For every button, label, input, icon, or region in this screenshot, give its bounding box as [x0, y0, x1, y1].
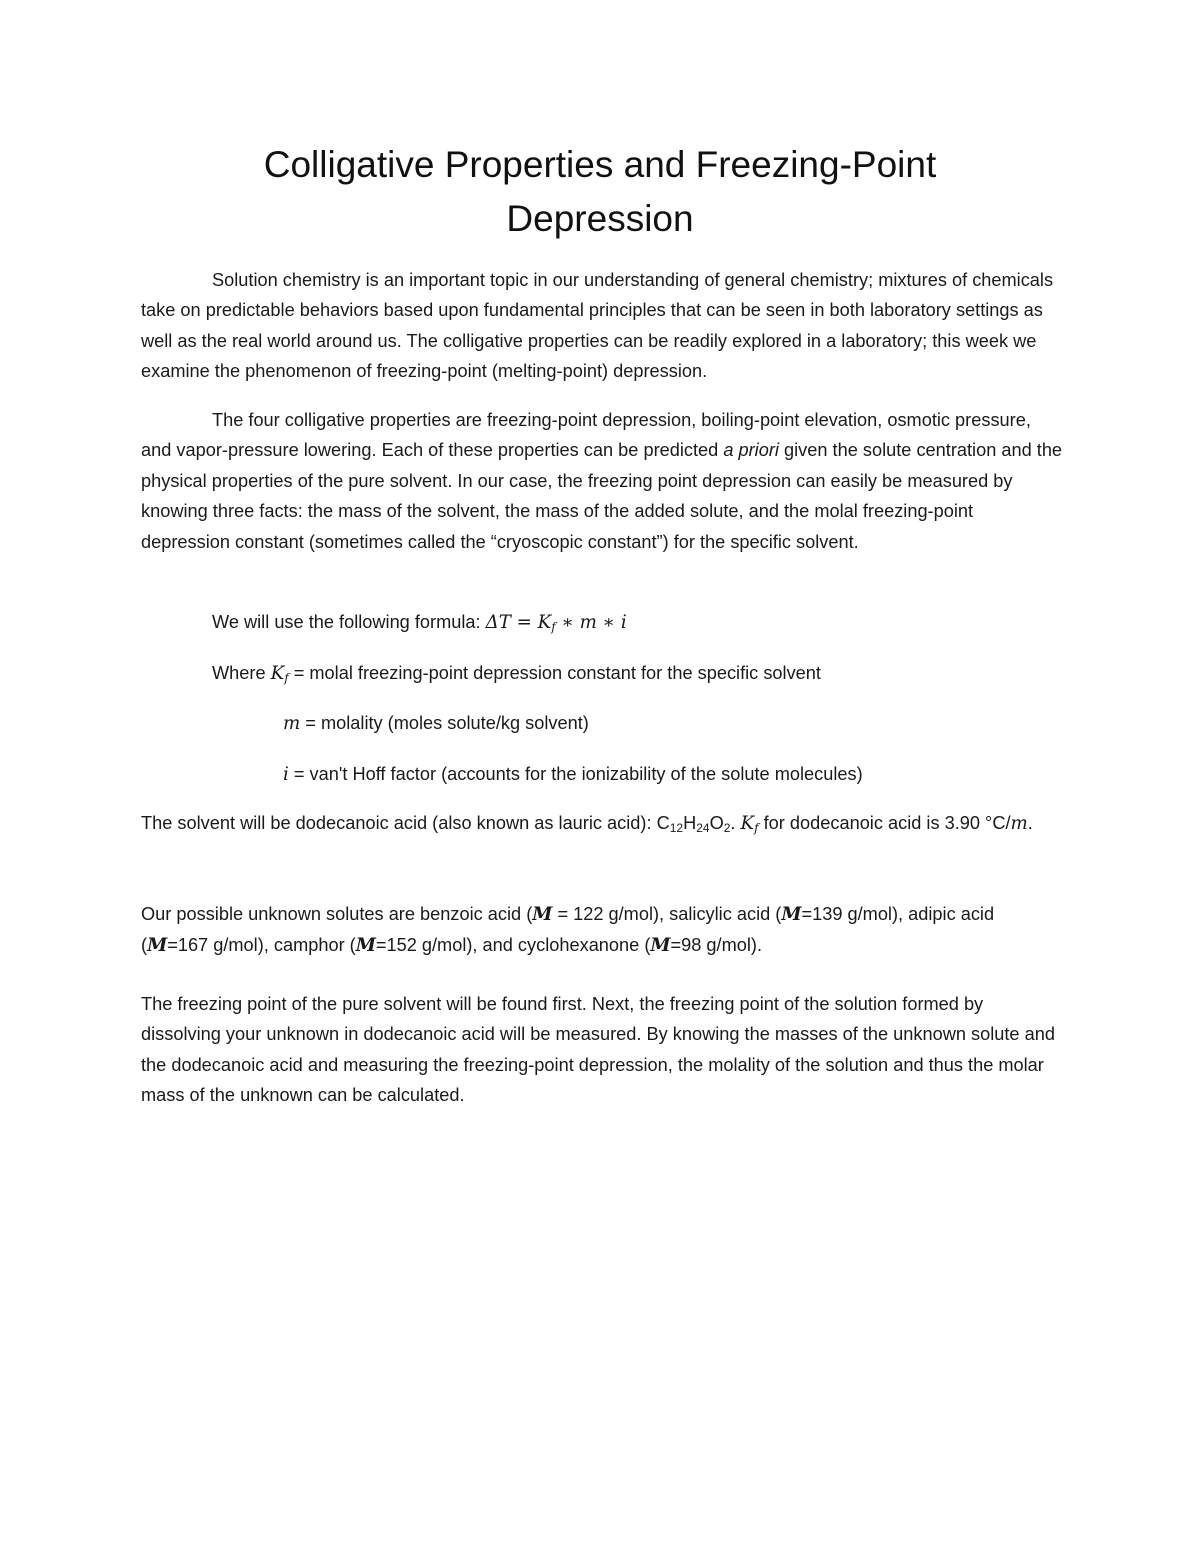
solutes-text-c: =139 g/mol), adipic acid (	[141, 904, 995, 956]
paragraph2-italic: a priori	[723, 440, 779, 461]
hydrogen-count: 24	[696, 821, 710, 835]
intro-paragraph: Solution chemistry is an important topic in our understanding of general chemistry; mixtures of chemicals take on predictable behaviors based upon fundamental principles that can be seen in both laboratory settings as well as the real world around us. The colligative properties can be readily explored in a laboratory; this week we examine the phenomenon of freezing-point (melting-point) depression.	[141, 270, 1054, 382]
solvent-paragraph	[141, 808, 1066, 839]
solvent-kf-text: for dodecanoic acid is 3.90 °C/	[758, 813, 1011, 833]
solutes-text-d: =167 g/mol), camphor (	[167, 935, 356, 956]
solvent-kf-intro: .	[730, 813, 741, 833]
document-title	[140, 138, 1060, 246]
kf-definition-line	[212, 658, 821, 689]
oxygen-label: O	[709, 813, 724, 833]
molar-mass-symbol: M	[147, 935, 168, 957]
kf-definition: = molal freezing-point depression constant for the specific solvent	[288, 663, 821, 683]
molar-mass-symbol: M	[781, 904, 802, 925]
kf-symbol: K	[270, 663, 285, 684]
molar-mass-symbol: M	[650, 935, 671, 957]
solutes-text-b: = 122 g/mol), salicylic acid (	[552, 904, 782, 924]
m-definition: = molality (moles solute/kg solvent)	[300, 713, 589, 733]
paragraph2-text-a: The four colligative properties are freezing-point depression, boiling-point elevation, osmotic pressure, and vapor-pressure lowering. Each of these properties can be predicted	[141, 410, 1031, 461]
title-line-1: Colligative Properties and Freezing-Point	[263, 144, 937, 185]
molality-definition-line	[283, 708, 589, 739]
i-definition: = van't Hoff factor (accounts for the ionizability of the solute molecules)	[288, 764, 863, 784]
formula-intro: We will use the following formula:	[212, 612, 486, 632]
solvent-kf-unit: m	[1010, 813, 1028, 834]
vant-hoff-definition-line	[283, 759, 863, 790]
solvent-kf-sub: f	[754, 821, 759, 835]
i-symbol: i	[283, 764, 289, 785]
carbon-count: 12	[669, 821, 684, 835]
formula-main: ΔT = K	[485, 612, 552, 633]
m-symbol: m	[283, 713, 301, 734]
solvent-kf-end: .	[1027, 813, 1033, 833]
colligative-properties-paragraph	[141, 405, 1066, 557]
formula-equation	[486, 612, 627, 633]
solvent-text: The solvent will be dodecanoic acid (also known as lauric acid): C	[141, 813, 670, 833]
solvent-kf-symbol: K	[740, 813, 755, 834]
unknown-solutes-paragraph	[141, 899, 1066, 962]
kf-subscript: f	[284, 671, 289, 685]
solutes-text-a: Our possible unknown solutes are benzoic acid (	[141, 904, 533, 924]
oxygen-count: 2	[723, 821, 731, 835]
where-prefix: Where	[212, 663, 271, 683]
procedure-paragraph: The freezing point of the pure solvent will be found first. Next, the freezing point of the solution formed by dissolving your unknown in dodecanoic acid will be measured. By knowing the masses of the unknown solute and the dodecanoic acid and measuring the freezing-point depression, the molality of the solution and thus the molar mass of the unknown can be calculated.	[141, 994, 1055, 1106]
solutes-text-e: =152 g/mol), and cyclohexanone (	[375, 935, 651, 956]
molar-mass-symbol: M	[532, 904, 553, 925]
formula-sub: f	[551, 620, 556, 634]
molar-mass-symbol: M	[355, 935, 376, 957]
title-line-2: Depression	[506, 198, 694, 239]
formula-line	[212, 607, 627, 638]
solutes-text-f: =98 g/mol).	[670, 935, 763, 956]
paragraph2-text-b: given the solute centration and the physical properties of the pure solvent. In our case, the freezing point depression can easily be measured by knowing three facts: the mass of the solvent, the mass of the added solute, and the molal freezing-point depression constant (sometimes called the “cryoscopic constant”) for the specific solvent.	[141, 440, 1063, 552]
hydrogen-label: H	[683, 813, 697, 833]
formula-rest: ∗ m ∗ i	[555, 612, 627, 633]
